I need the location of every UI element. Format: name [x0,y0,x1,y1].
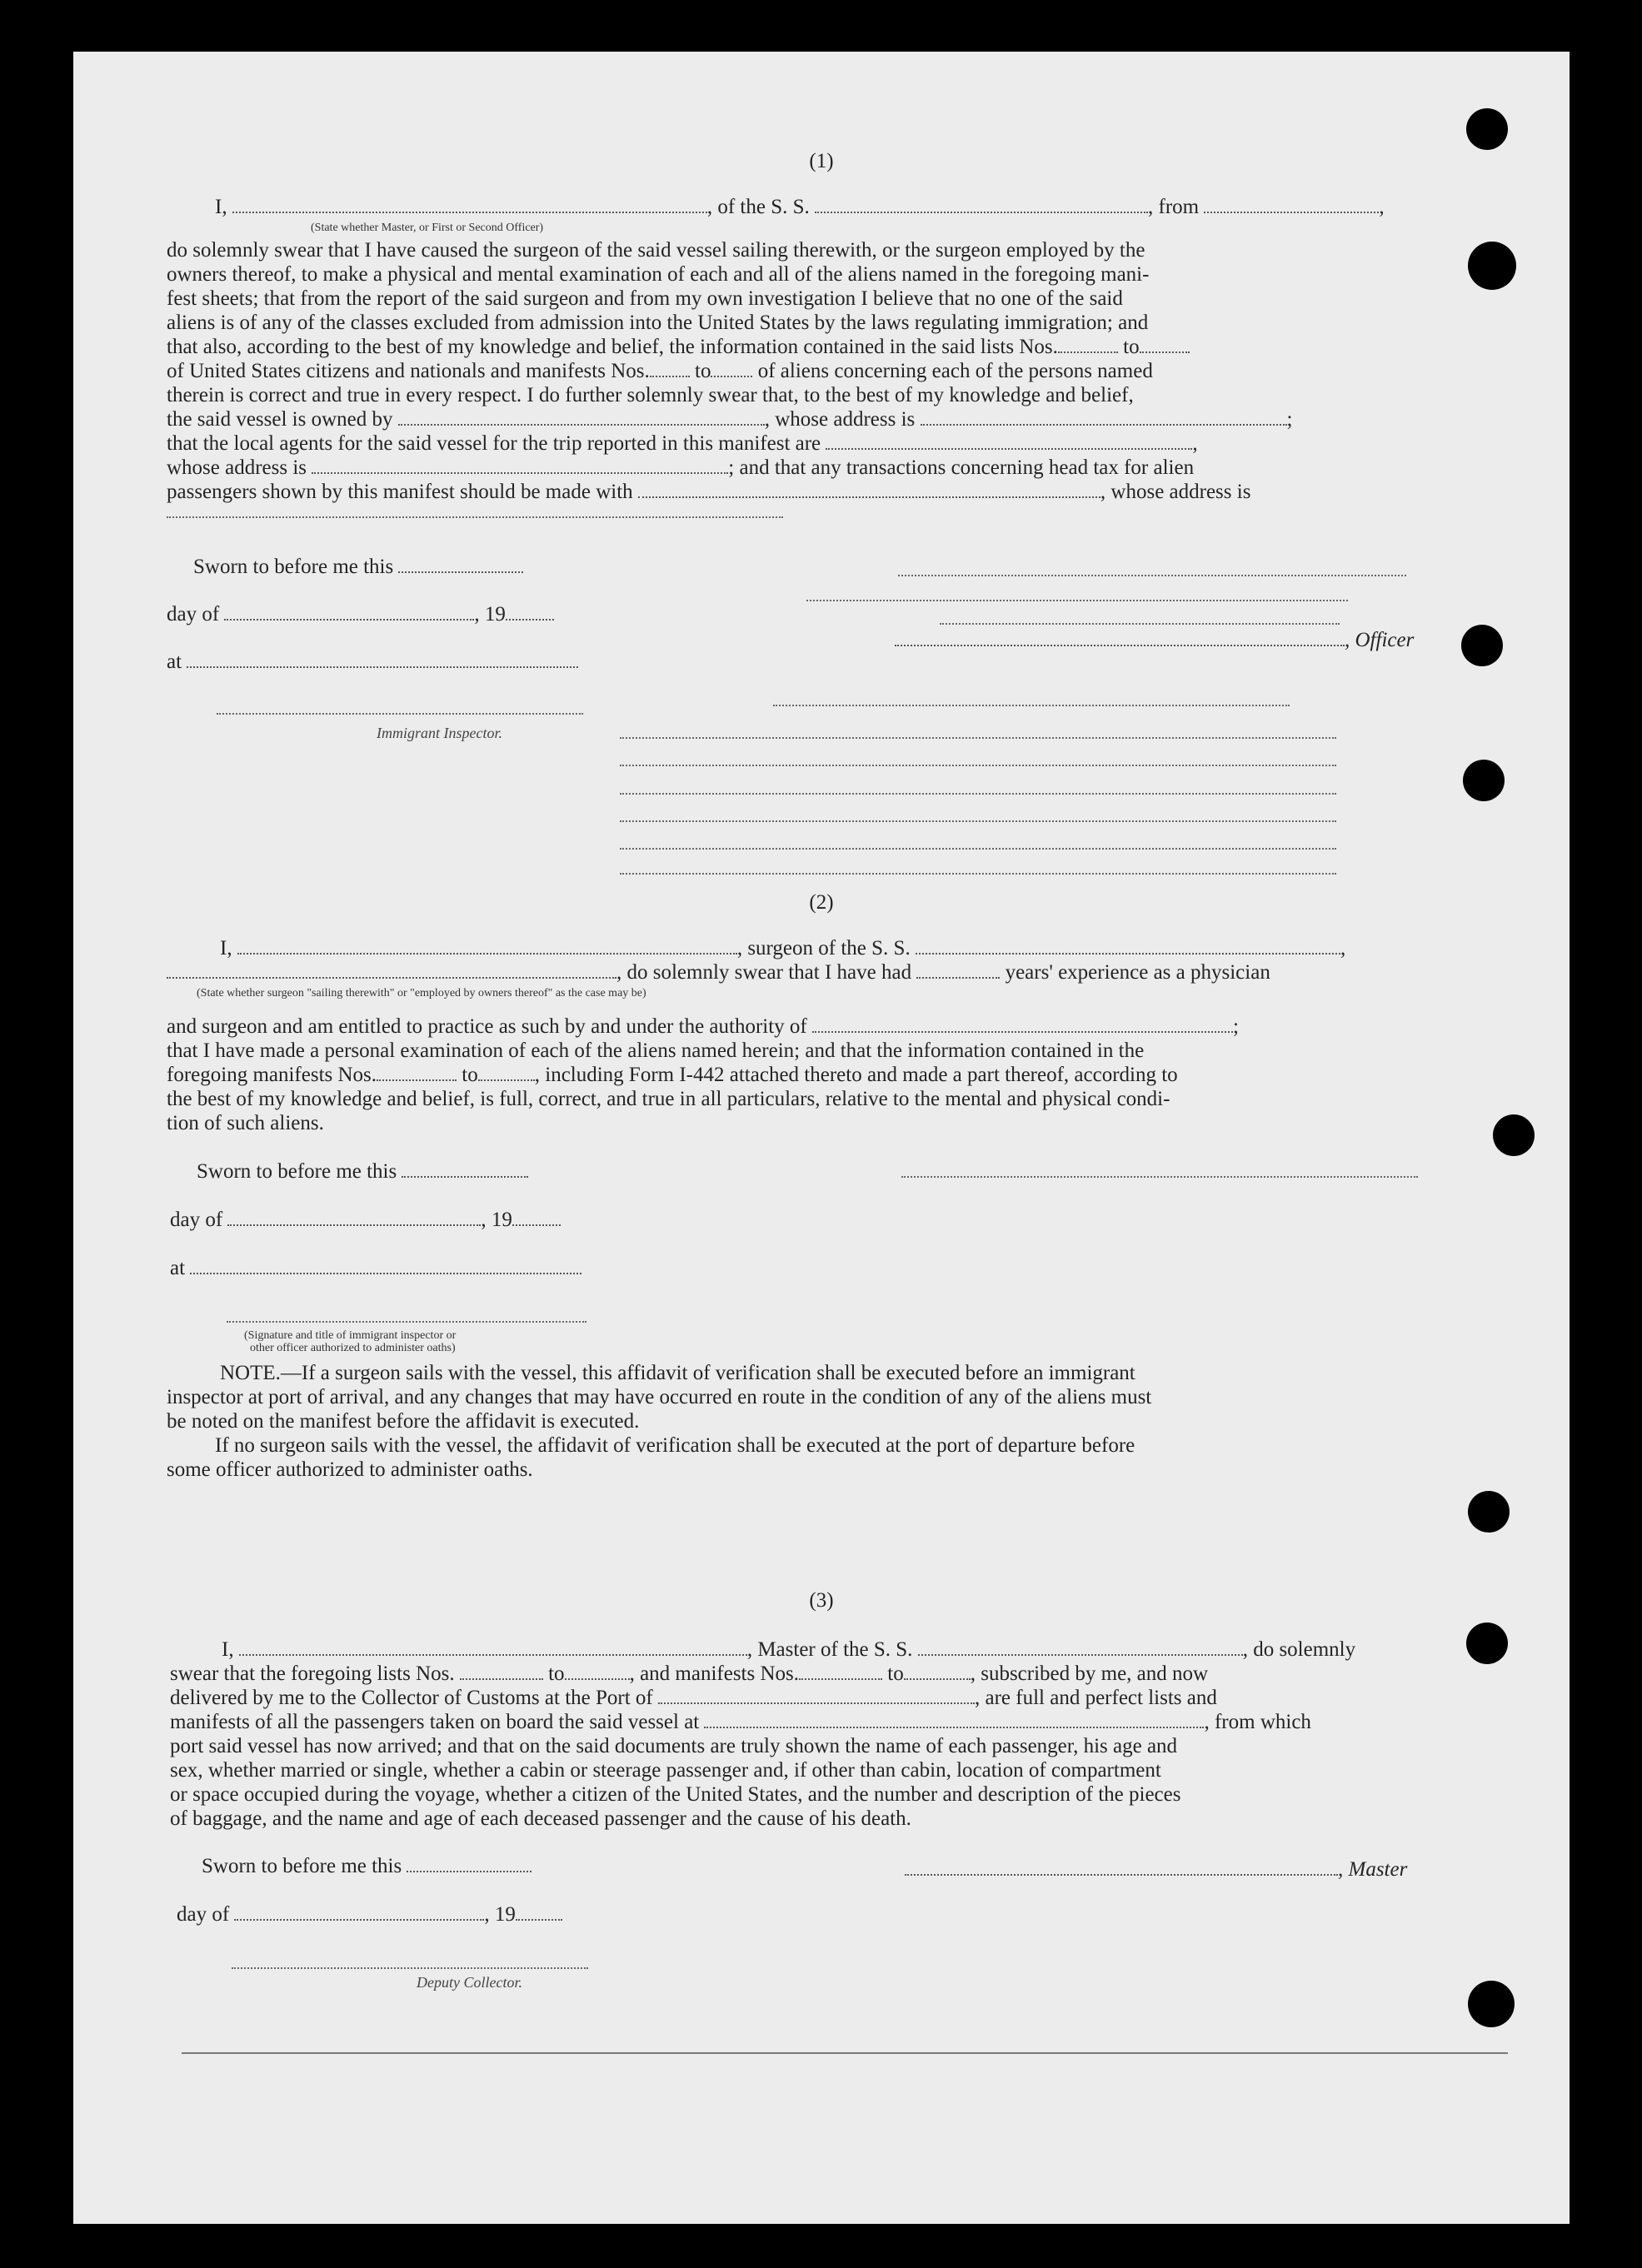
s3-body-line: port said vessel has now arrived; and that on the said documents are truly shown the name of each passenger, his age and [170,1735,1178,1757]
manifest-affidavit-page [73,52,1570,2224]
manifest-no-from-blank[interactable] [650,362,690,377]
s3-year-blank[interactable] [516,1906,562,1921]
s1-sworn: Sworn to before me this [193,555,523,580]
s3-body-line: swear that the foregoing lists Nos. to , and manifests Nos. to , subscribed by me, and now [170,1662,1209,1685]
s1-body-line: owners thereof, to make a physical and mental examination of each and all of the aliens named in the foregoing mani- [167,263,1150,286]
s2-note-line: If no surgeon sails with the vessel, the affidavit of verification shall be executed at the port of departure before [215,1434,1135,1457]
officer-name-blank[interactable] [232,198,707,213]
s2-line1: I, , surgeon of the S. S. , [220,937,1346,960]
officer-signature-blank[interactable] [895,631,1345,646]
s1-month-blank[interactable] [224,606,474,621]
s1-day-of: day of , 19 [167,602,554,627]
s3-body-line: delivered by me to the Collector of Customs at the Port of , are full and perfect lists and [170,1687,1217,1709]
signature-title-note-1: (Signature and title of immigrant inspector or [244,1329,457,1342]
s2-body-line: foregoing manifests Nos. to , including Form I-442 attached thereto and made a part thereof, according to [167,1064,1178,1086]
punch-hole [1468,1981,1515,2027]
manifest-no-to-blank[interactable] [711,362,752,377]
s1-body-line: that also, according to the best of my knowledge and belief, the information contained in the said lists Nos. to [167,335,1190,360]
section-2-number: (2) [809,891,834,914]
port-blank[interactable] [658,1689,975,1704]
list-no-from-blank[interactable] [1058,338,1118,353]
officer-sig-line [620,848,1336,850]
master-signature-blank[interactable] [905,1861,1338,1876]
s3-list-to-blank[interactable] [565,1665,630,1680]
s2-place-blank[interactable] [190,1259,581,1274]
s2-body-line: and surgeon and am entitled to practice as such by and under the authority of ; [167,1015,1239,1038]
s2-year-blank[interactable] [512,1211,561,1226]
officer-sig-line [898,575,1406,576]
s1-body-line: therein is correct and true in every respect. I do further solemnly swear that, to the best of my knowledge and belief, [167,384,1134,406]
deputy-collector-label: Deputy Collector. [417,1974,522,1991]
list-no-to-blank[interactable] [1140,338,1190,353]
signature-title-note-2: other officer authorized to administer oaths) [250,1342,456,1354]
s3-body-line: of baggage, and the name and age of each deceased passenger and the cause of his death. [170,1807,911,1830]
s3-list-from-blank[interactable] [460,1665,543,1680]
master-signature: , Master [905,1857,1407,1882]
s2-vessel-blank[interactable] [916,940,1340,955]
s3-body-line: manifests of all the passengers taken on board the said vessel at , from which [170,1711,1311,1733]
s2-note-line: some officer authorized to administer oaths. [167,1458,533,1481]
officer-signature: , Officer [895,628,1414,653]
s2-sworn: Sworn to before me this [197,1159,528,1184]
surgeon-signature-line[interactable] [901,1176,1418,1178]
s1-body-line: that the local agents for the said vessel for the trip reported in this manifest are , [167,432,1198,455]
punch-hole [1466,108,1508,150]
owner-address-blank[interactable] [921,411,1287,426]
s2-month-blank[interactable] [227,1211,481,1226]
s1-year-blank[interactable] [506,606,554,621]
s2-body-line: the best of my knowledge and belief, is full, correct, and true in all particulars, relative to the mental and physical condi- [167,1088,1170,1110]
boarding-port-blank[interactable] [704,1713,1204,1728]
officer-sig-line [773,705,1290,706]
s1-body-line: the said vessel is owned by , whose address is ; [167,408,1293,431]
s3-line1: I, , Master of the S. S. , do solemnly [222,1638,1356,1661]
collector-signature-line[interactable] [232,1967,588,1969]
s3-body-line: or space occupied during the voyage, whether a citizen of the United States, and the number and description of the pieces [170,1783,1181,1806]
s3-manifest-to-blank[interactable] [904,1665,971,1680]
s3-body-line: sex, whether married or single, whether a cabin or steerage passenger and, if other than cabin, location of compartment [170,1759,1161,1782]
vessel-name-blank[interactable] [815,198,1148,213]
head-tax-address-blank[interactable] [167,516,783,518]
s3-month-blank[interactable] [234,1906,484,1921]
punch-hole [1466,1622,1508,1664]
s3-manifest-from-blank[interactable] [799,1665,882,1680]
section-1-number: (1) [809,150,834,172]
punch-hole [1468,242,1516,290]
s2-sworn-day-blank[interactable] [402,1163,528,1178]
punch-hole [1461,625,1503,666]
surgeon-status-note: (State whether surgeon "sailing therewith" or "employed by owners thereof" as the case may be) [197,987,646,999]
section-3-number: (3) [809,1589,834,1612]
agents-address-blank[interactable] [312,459,728,474]
s3-day-of: day of , 19 [177,1902,562,1927]
s1-body-line: of United States citizens and nationals and manifests Nos. to of aliens concerning each of the persons named [167,360,1153,382]
s3-sworn: Sworn to before me this [202,1854,532,1879]
owner-blank[interactable] [398,411,765,426]
s2-manifest-to-blank[interactable] [478,1066,535,1081]
s1-body-line: whose address is ; and that any transactions concerning head tax for alien [167,456,1195,479]
head-tax-party-blank[interactable] [638,483,1100,498]
s1-place-blank[interactable] [187,653,578,668]
officer-sig-line [620,873,1336,875]
surgeon-name-blank[interactable] [237,940,737,955]
s2-note-line: NOTE.—If a surgeon sails with the vessel, this affidavit of verification shall be executed before an immigrant [220,1362,1135,1384]
officer-sig-line [620,820,1336,822]
s2-inspector-signature-line[interactable] [227,1321,586,1323]
officer-sig-line [620,737,1336,739]
inspector-signature-line[interactable] [217,713,583,715]
officer-sig-line [806,600,1348,601]
s2-manifest-from-blank[interactable] [377,1066,457,1081]
s3-vessel-blank[interactable] [918,1641,1243,1656]
s1-body-line: passengers shown by this manifest should be made with , whose address is [167,481,1251,503]
s1-at: at [167,650,578,675]
s3-sworn-day-blank[interactable] [407,1857,532,1872]
surgeon-status-blank[interactable] [167,964,616,979]
punch-hole [1493,1114,1535,1156]
master-name-blank[interactable] [239,1641,747,1656]
s1-sworn-day-blank[interactable] [398,558,523,573]
officer-sig-line [620,765,1336,766]
s2-day-of: day of , 19 [170,1208,561,1233]
officer-sig-line [620,793,1336,795]
s1-body-line: do solemnly swear that I have caused the surgeon of the said vessel sailing therewith, or the surgeon employed by the [167,239,1145,262]
s2-body-line: tion of such aliens. [167,1112,324,1134]
punch-hole [1468,1491,1510,1533]
immigrant-inspector-label: Immigrant Inspector. [377,725,502,741]
s2-line2: , do solemnly swear that I have had years' experience as a physician [167,960,1270,985]
s1-line1: I, , of the S. S. , from , [215,196,1385,218]
punch-hole [1463,760,1505,801]
from-port-blank[interactable] [1204,198,1379,213]
officer-sig-line [940,623,1340,625]
s2-note-line: be noted on the manifest before the affidavit is executed. [167,1410,640,1433]
s2-body-line: that I have made a personal examination of each of the aliens named herein; and that the information contained in the [167,1039,1145,1062]
s1-body-line: fest sheets; that from the report of the said surgeon and from my own investigation I believe that no one of the said [167,287,1123,310]
bottom-rule [182,2052,1508,2054]
authority-blank[interactable] [812,1018,1233,1033]
s1-body-line: aliens is of any of the classes excluded from admission into the United States by the laws regulating immigration; and [167,312,1149,334]
s2-note-line: inspector at port of arrival, and any changes that may have occurred en route in the condition of any of the aliens must [167,1386,1152,1408]
officer-rank-note: (State whether Master, or First or Second Officer) [311,222,544,234]
local-agents-blank[interactable] [826,435,1192,450]
years-experience-blank[interactable] [916,964,1000,979]
s2-at: at [170,1256,581,1281]
